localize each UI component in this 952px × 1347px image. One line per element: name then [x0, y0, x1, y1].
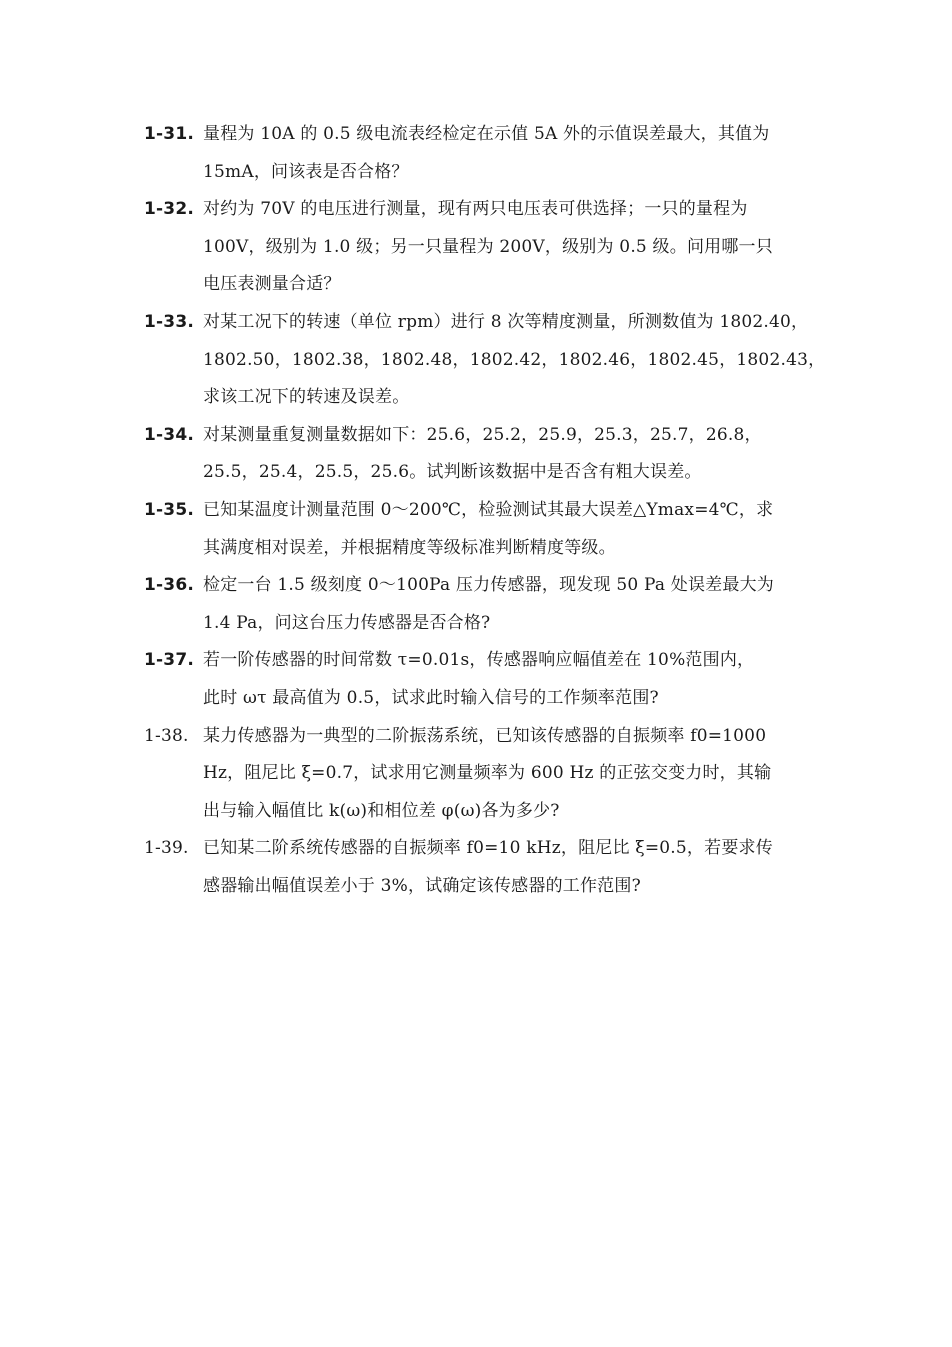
problem-text-line: 对约为 70V 的电压进行测量，现有两只电压表可供选择；一只的量程为: [203, 199, 748, 220]
problem-text-line: 若一阶传感器的时间常数 τ=0.01s，传感器响应幅值差在 10%范围内，: [203, 650, 755, 671]
problem-number: 1-36.: [144, 575, 194, 596]
problem-number: 1-31.: [144, 124, 194, 144]
problem-1-38: [144, 718, 816, 831]
problem-text-line: 1802.50，1802.38，1802.48，1802.42，1802.46，1802.45，1802.43，: [203, 349, 826, 370]
problem-number: 1-32.: [144, 199, 194, 220]
problem-list: [144, 116, 826, 905]
problem-text-line: 量程为 10A 的 0.5 级电流表经检定在示值 5A 外的示值误差最大，其值为: [203, 124, 770, 144]
problem-number: 1-34.: [144, 424, 194, 445]
problem-text-line: 感器输出幅值误差小于 3%，试确定该传感器的工作范围?: [203, 875, 641, 896]
problem-text-line: 检定一台 1.5 级刻度 0～100Pa 压力传感器，现发现 50 Pa 处误差最大为: [203, 575, 774, 596]
problem-text-line: 15mA，问该表是否合格？: [203, 161, 409, 182]
problem-text-line: 其满度相对误差，并根据精度等级标准判断精度等级。: [203, 537, 616, 558]
problem-number: 1-37.: [144, 650, 194, 671]
problem-text-line: 对某测量重复测量数据如下：25.6，25.2，25.9，25.3，25.7，26.8，: [203, 424, 762, 445]
problem-number: 1-38.: [144, 725, 189, 746]
problem-number: 1-35.: [144, 499, 194, 520]
problem-text-line: 25.5，25.4，25.5，25.6。试判断该数据中是否含有粗大误差。: [203, 462, 702, 483]
problem-text-line: 已知某温度计测量范围 0～200℃，检验测试其最大误差△Ymax=4℃，求: [203, 499, 774, 520]
problem-number: 1-33.: [144, 311, 194, 332]
problem-text-line: 某力传感器为一典型的二阶振荡系统，已知该传感器的自振频率 f0=1000: [203, 725, 767, 746]
problem-1-32: [144, 191, 816, 304]
problem-text-line: 电压表测量合适？: [203, 274, 341, 295]
problem-number: 1-39.: [144, 838, 189, 859]
problem-1-31: [144, 116, 816, 191]
problem-text-line: 已知某二阶系统传感器的自振频率 f0=10 kHz，阻尼比 ξ=0.5，若要求传: [203, 838, 773, 859]
problem-1-33: [144, 304, 826, 417]
problem-text-line: 100V，级别为 1.0 级；另一只量程为 200V，级别为 0.5 级。问用哪一只: [203, 236, 773, 257]
problem-1-35: [144, 492, 816, 567]
problem-1-34: [144, 417, 816, 492]
problem-1-39: [144, 830, 816, 905]
problem-text-line: 对某工况下的转速（单位 rpm）进行 8 次等精度测量，所测数值为 1802.40，: [203, 311, 809, 332]
problem-text-line: 求该工况下的转速及误差。: [203, 387, 410, 408]
problem-text-line: 1.4 Pa，问这台压力传感器是否合格?: [203, 612, 491, 633]
problem-text-line: 出与输入幅值比 k(ω)和相位差 φ(ω)各为多少?: [203, 800, 560, 821]
problem-1-36: [144, 567, 816, 642]
problem-text-line: Hz，阻尼比 ξ=0.7，试求用它测量频率为 600 Hz 的正弦交变力时，其输: [203, 763, 772, 784]
problem-1-37: [144, 642, 816, 717]
problem-text-line: 此时 ωτ 最高值为 0.5，试求此时输入信号的工作频率范围?: [203, 687, 659, 708]
